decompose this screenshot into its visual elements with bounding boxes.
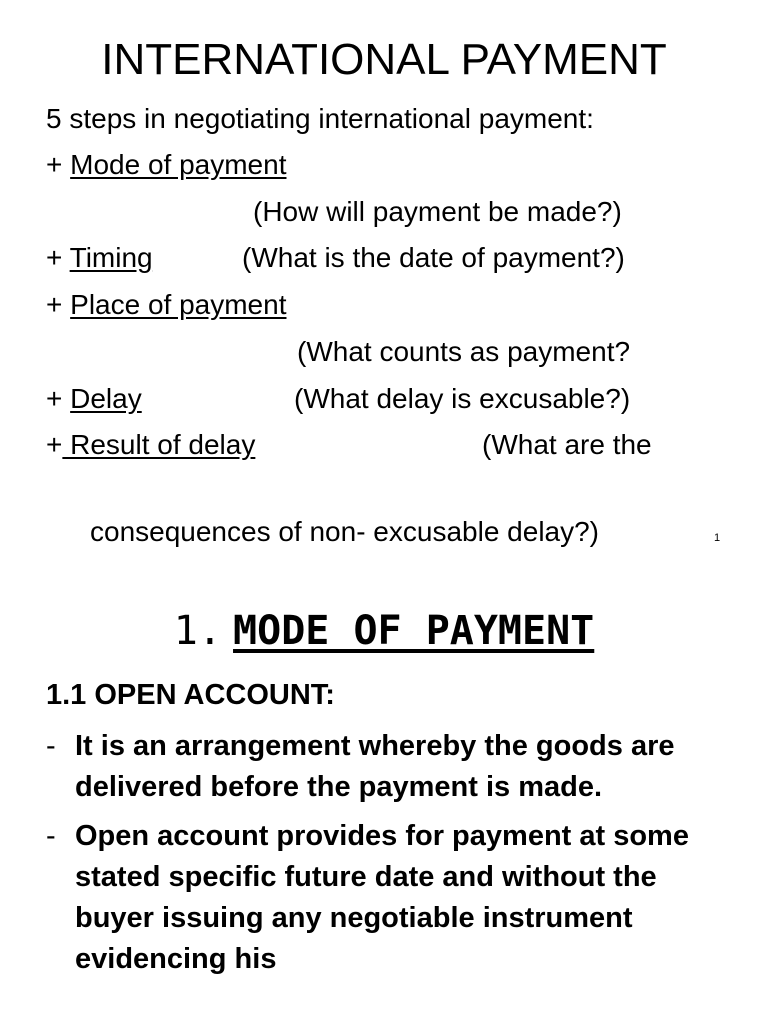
step-question-continued: consequences of non- excusable delay?) [90,516,600,547]
list-item [46,816,736,980]
step-mode-of-payment [46,148,286,182]
step-prefix: + [46,429,63,460]
step-prefix: + [46,289,71,320]
section-heading-text: MODE OF PAYMENT [233,608,595,654]
step-delay [46,382,142,416]
step-label: Mode of payment [70,149,287,180]
step-label: Place of payment [70,289,287,320]
slide-number: 1 [714,532,721,544]
step-label: Delay [70,383,142,414]
slide-2 [0,580,768,1024]
step-question: (What are the [482,429,652,460]
section-heading-number: 1. [173,608,222,654]
bullet-dash: - [46,820,56,852]
step-place-of-payment [46,288,286,322]
section-heading [0,607,768,655]
bullet-text: Open account provides for payment at some stated specific future date and without the buyer issuing any negotiable instrument evidencing his [75,820,689,975]
step-prefix: + [46,383,71,414]
step-timing [46,241,153,275]
bullet-text: It is an arrangement whereby the goods are delivered before the payment is made. [75,730,675,803]
subsection-heading: 1.1 OPEN ACCOUNT: [46,679,335,711]
step-question: (How will payment be made?) [253,196,622,227]
bullet-list [46,726,736,988]
step-question: (What delay is excusable?) [294,383,631,414]
intro-text: 5 steps in negotiating international payment: [46,103,594,134]
step-result-of-delay [46,428,255,462]
step-prefix: + [46,242,70,273]
step-prefix: + [46,149,71,180]
step-label: Timing [69,242,153,273]
list-item [46,726,736,808]
step-question: (What counts as payment? [297,336,631,367]
bullet-dash: - [46,730,56,762]
slide-title: INTERNATIONAL PAYMENT [101,35,667,84]
step-label: Result of delay [62,429,256,460]
step-question: (What is the date of payment?) [242,242,625,273]
